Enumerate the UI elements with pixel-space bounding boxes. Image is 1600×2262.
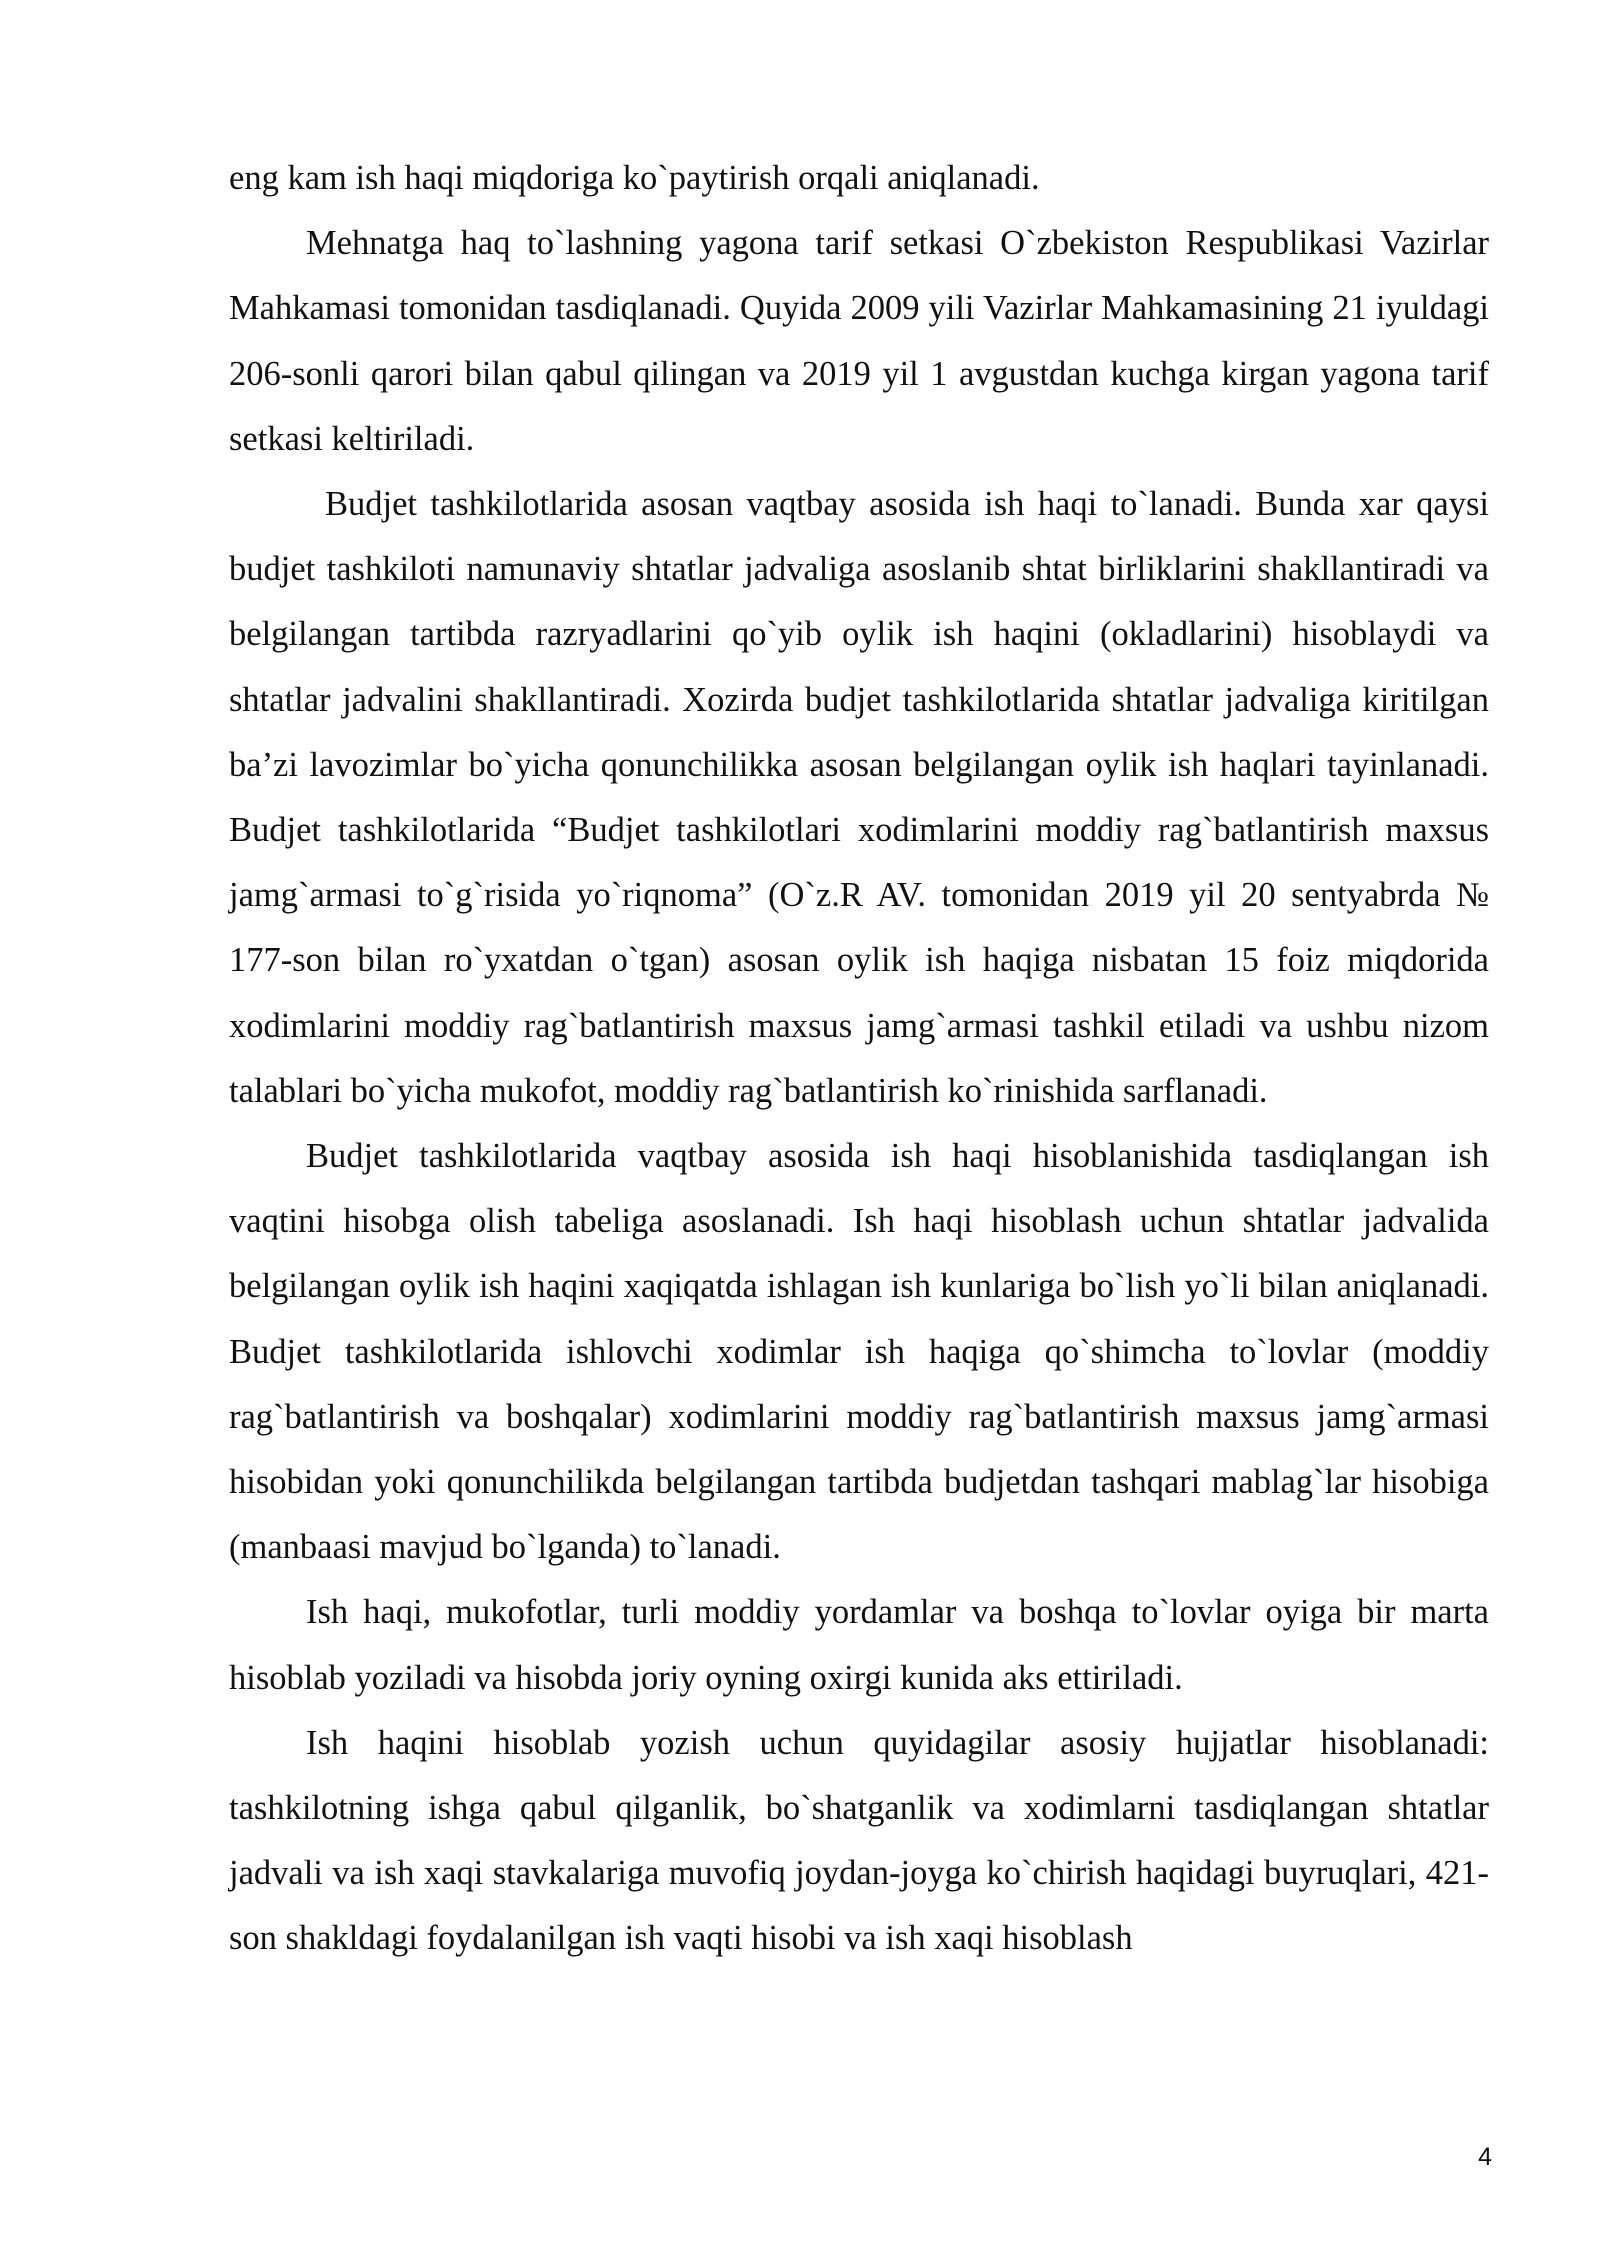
paragraph-monthly-accrual: Ish haqi, mukofotlar, turli moddiy yordamlar va boshqa to`lovlar oyiga bir marta hisoblab yoziladi va hisobda joriy oyning oxirgi kunida aks ettiriladi. — [229, 1593, 1489, 1697]
paragraph-primary-documents: Ish haqini hisoblab yozish uchun quyidagilar asosiy hujjatlar hisoblanadi: tashkilotning ishga qabul qilganlik, bo`shatganlik va xodimlarni tasdiqlangan shtatlar jadvali va ish xaqi stavkalariga muvofiq joydan-joyga ko`chirish haqidagi buyruqlari, 421-son shakldagi foydalanilgan ish vaqti hisobi va ish xaqi hisoblash — [229, 1723, 1489, 1958]
paragraph-continuation: eng kam ish haqi miqdoriga ko`paytirish orqali aniqlanadi. — [229, 159, 1040, 197]
paragraph-budget-organizations: Budjet tashkilotlarida asosan vaqtbay asosida ish haqi to`lanadi. Bunda xar qaysi budjet tashkiloti namunaviy shtatlar jadvaliga asoslanib shtat birliklarini shakllantiradi va belgilangan tartibda razryadlarini qo`yib oylik ish haqini (okladlarini) hisoblaydi va shtatlar jadvalini shakllantiradi. Xozirda budjet tashkilotlarida shtatlar jadvaliga kiritilgan ba’zi lavozimlar bo`yicha qonunchilikka asosan belgilangan oylik ish haqlari tayinlanadi. Budjet tashkilotlarida “Budjet tashkilotlari xodimlarini moddiy rag`batlantirish maxsus jamg`armasi to`g`risida yo`riqnoma” (O`z.R AV. tomonidan 2019 yil 20 sentyabrda № 177-son bilan ro`yxatdan o`tgan) asosan oylik ish haqiga nisbatan 15 foiz miqdorida xodimlarini moddiy rag`batlantirish maxsus jamg`armasi tashkil etiladi va ushbu nizom talablari bo`yicha mukofot, moddiy rag`batlantirish ko`rinishida sarflanadi. — [229, 485, 1489, 1110]
document-body — [229, 146, 1489, 1972]
paragraph-tariff-grid: Mehnatga haq to`lashning yagona tarif setkasi O`zbekiston Respublikasi Vazirlar Mahkamasi tomonidan tasdiqlanadi. Quyida 2009 yili Vazirlar Mahkamasining 21 iyuldagi 206-sonli qarori bilan qabul qilingan va 2019 yil 1 avgustdan kuchga kirgan yagona tarif setkasi keltiriladi. — [229, 224, 1489, 458]
paragraph-time-based-pay: Budjet tashkilotlarida vaqtbay asosida ish haqi hisoblanishida tasdiqlangan ish vaqtini hisobga olish tabeliga asoslanadi. Ish haqi hisoblash uchun shtatlar jadvalida belgilangan oylik ish haqini xaqiqatda ishlagan ish kunlariga bo`lish yo`li bilan aniqlanadi. Budjet tashkilotlarida ishlovchi xodimlar ish haqiga qo`shimcha to`lovlar (moddiy rag`batlantirish va boshqalar) xodimlarini moddiy rag`batlantirish maxsus jamg`armasi hisobidan yoki qonunchilikda belgilangan tartibda budjetdan tashqari mablag`lar hisobiga (manbaasi mavjud bo`lganda) to`lanadi. — [229, 1137, 1489, 1567]
page-number: 4 — [1478, 2143, 1492, 2171]
